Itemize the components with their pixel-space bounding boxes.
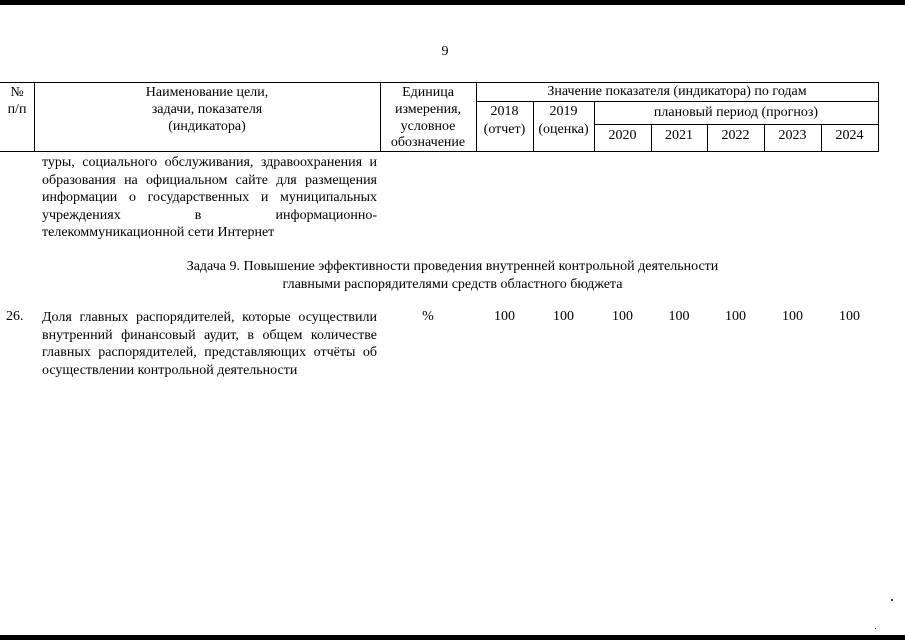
- header-year-2018: 2018: [490, 104, 519, 119]
- header-unit-label: условное: [400, 119, 456, 134]
- row-value-2019: 100: [553, 309, 574, 324]
- page-number: 9: [441, 44, 449, 59]
- header-year-2018-note: (отчет): [483, 122, 526, 137]
- row-value-2018: 100: [494, 309, 515, 324]
- row-value-2020: 100: [612, 309, 633, 324]
- row-indicator-name: Доля главных распорядителей, которые осуществили внутренний финансовый аудит, в общем количестве главных распорядителей, представляющих отчёты об осуществлении контрольной деятельности: [42, 310, 377, 378]
- header-year-2019-note: (оценка): [538, 122, 589, 137]
- header-plan-year: 2021: [665, 128, 693, 143]
- header-plan-title: плановый период (прогноз): [653, 105, 819, 120]
- header-values-title: Значение показателя (индикатора) по годам: [547, 84, 807, 99]
- row-value-2024: 100: [839, 309, 860, 324]
- header-plan-rule: [594, 124, 879, 125]
- row-unit: %: [422, 309, 434, 324]
- header-plan-year: 2020: [608, 128, 637, 143]
- header-years-rule: [476, 101, 879, 102]
- row-value-2021: 100: [668, 309, 690, 324]
- task-heading-line1: Задача 9. Повышение эффективности проведения внутренней контрольной деятельности: [186, 259, 719, 274]
- scan-speck: [891, 599, 893, 601]
- header-unit-label: Единица: [402, 85, 454, 100]
- header-num-label: п/п: [7, 102, 27, 117]
- row-number: 26.: [6, 309, 24, 324]
- header-bottom-rule: [0, 151, 879, 152]
- header-plan-year: 2024: [835, 128, 864, 143]
- header-top-rule: [0, 82, 879, 83]
- header-name-label: задачи, показателя: [151, 102, 263, 117]
- header-name-label: Наименование цели,: [145, 85, 269, 100]
- header-col-divider: [878, 82, 879, 152]
- continuation-text: туры, социального обслуживания, здравоохранения и образования на официальном сайте для размещения информации о государственных и муниципальных учреждениях в информационно-телекоммуникационной сети Интернет: [42, 155, 377, 241]
- row-value-2022: 100: [725, 309, 746, 324]
- header-unit-label: обозначение: [390, 135, 466, 150]
- header-name-label: (индикатора): [168, 119, 246, 134]
- row-value-2023: 100: [782, 309, 803, 324]
- header-plan-year: 2023: [778, 128, 807, 143]
- header-unit-label: измерения,: [394, 102, 462, 117]
- header-plan-year: 2022: [721, 128, 750, 143]
- header-year-2019: 2019: [549, 104, 578, 119]
- scan-top-border: [0, 0, 905, 5]
- table-header: [0, 82, 878, 152]
- header-num-label: №: [10, 85, 24, 100]
- task-heading-line2: главными распорядителями средств областного бюджета: [282, 277, 623, 292]
- scan-speck: [875, 628, 876, 629]
- scan-bottom-border: [0, 635, 905, 640]
